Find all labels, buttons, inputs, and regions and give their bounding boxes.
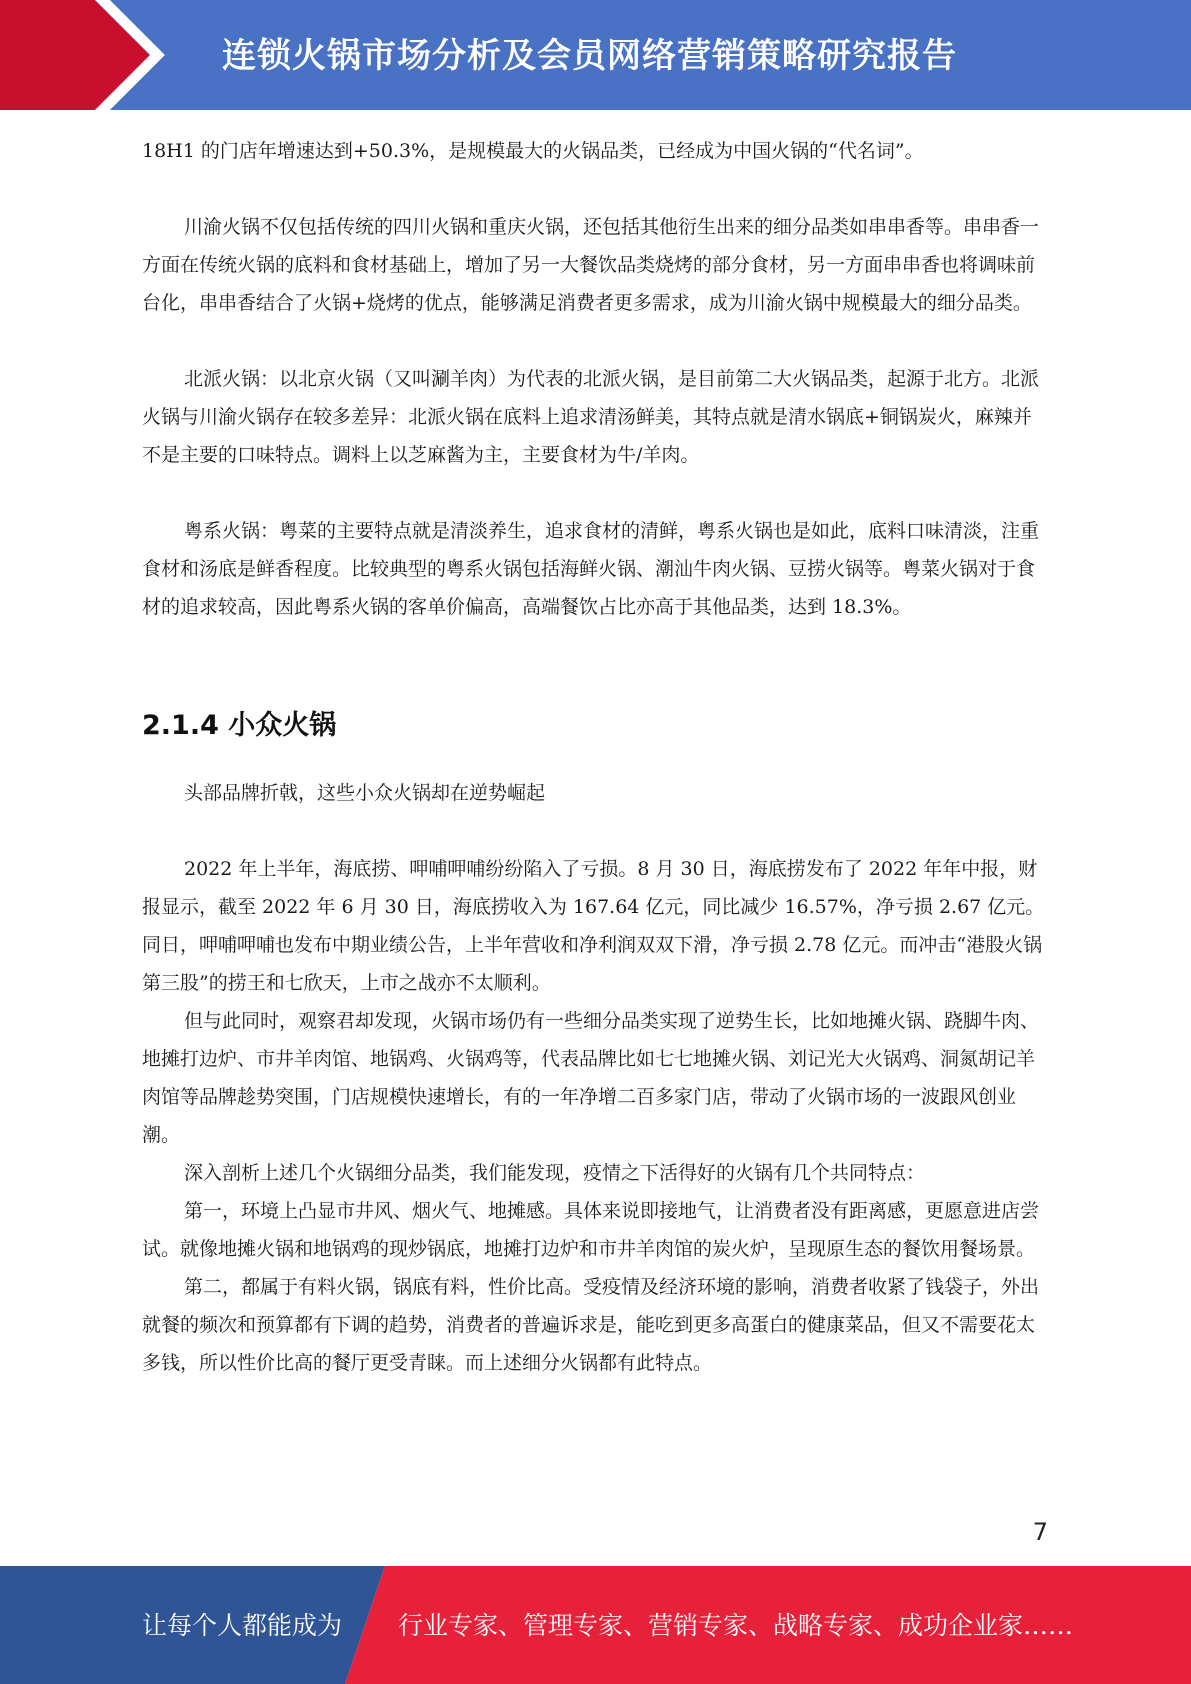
footer-slogan-left: 让每个人都能成为 bbox=[142, 1611, 343, 1640]
section-heading: 2.1.4 小众火锅 bbox=[142, 710, 337, 741]
paragraph: 第一，环境上凸显市井风、烟火气、地摊感。具体来说即接地气，让消费者没有距离感，更愿意进店尝试。就像地摊火锅和地锅鸡的现炒锅底，地摊打边炉和市井羊肉馆的炭火炉，呈现原生态的餐饮用餐场景。 bbox=[142, 1200, 1040, 1260]
paragraph: 第二，都属于有料火锅，锅底有料，性价比高。受疫情及经济环境的影响，消费者收紧了钱袋子，外出就餐的频次和预算都有下调的趋势，消费者的普遍诉求是，能吃到更多高蛋白的健康菜品，但又不需要花太多钱，所以性价比高的餐厅更受青睐。而上述细分火锅都有此特点。 bbox=[142, 1276, 1040, 1374]
page-number: 7 bbox=[1032, 1518, 1048, 1546]
paragraph: 北派火锅：以北京火锅（又叫涮羊肉）为代表的北派火锅，是目前第二大火锅品类，起源于北方。北派火锅与川渝火锅存在较多差异：北派火锅在底料上追求清汤鲜美，其特点就是清水锅底+铜锅炭火，麻辣并不是主要的口味特点。调料上以芝麻酱为主，主要食材为牛/羊肉。 bbox=[142, 368, 1040, 466]
paragraph: 但与此同时，观察君却发现，火锅市场仍有一些细分品类实现了逆势生长，比如地摊火锅、跷脚牛肉、地摊打边炉、市井羊肉馆、地锅鸡、火锅鸡等，代表品牌比如七七地摊火锅、刘记光大火锅鸡、洞氮胡记羊肉馆等品牌趁势突围，门店规模快速增长，有的一年净增二百多家门店，带动了火锅市场的一波跟风创业潮。 bbox=[142, 1010, 1040, 1146]
paragraph: 川渝火锅不仅包括传统的四川火锅和重庆火锅，还包括其他衍生出来的细分品类如串串香等。串串香一方面在传统火锅的底料和食材基础上，增加了另一大餐饮品类烧烤的部分食材，另一方面串串香也将调味前台化，串串香结合了火锅+烧烤的优点，能够满足消费者更多需求，成为川渝火锅中规模最大的细分品类。 bbox=[142, 216, 1040, 314]
paragraph: 粤系火锅：粤菜的主要特点就是清淡养生，追求食材的清鲜，粤系火锅也是如此，底料口味清淡，注重食材和汤底是鲜香程度。比较典型的粤系火锅包括海鲜火锅、潮汕牛肉火锅、豆捞火锅等。粤菜火锅对于食材的追求较高，因此粤系火锅的客单价偏高，高端餐饮占比亦高于其他品类，达到 18.3%。 bbox=[142, 520, 1040, 618]
paragraph: 18H1 的门店年增速达到+50.3%，是规模最大的火锅品类，已经成为中国火锅的“代名词”。 bbox=[142, 140, 924, 162]
footer-banner bbox=[0, 1566, 1191, 1684]
paragraph: 2022 年上半年，海底捞、呷哺呷哺纷纷陷入了亏损。8 月 30 日，海底捞发布了 2022 年年中报，财报显示，截至 2022 年 6 月 30 日，海底捞收入为 167.64 亿元，同比减少 16.57%，净亏损 2.67 亿元。同日，呷哺呷哺也发布中期业绩公告，上半年营收和净利润双双下滑，净亏损 2.78 亿元。而冲击“港股火锅第三股”的捞王和七欣天，上市之战亦不太顺利。 bbox=[142, 858, 1045, 994]
section-subtitle: 头部品牌折戟，这些小众火锅却在逆势崛起 bbox=[184, 782, 546, 804]
paragraph: 深入剖析上述几个火锅细分品类，我们能发现，疫情之下活得好的火锅有几个共同特点： bbox=[184, 1162, 926, 1184]
header-banner bbox=[0, 0, 1191, 110]
document-body bbox=[142, 132, 1047, 1382]
footer-slogan-right: 行业专家、管理专家、营销专家、战略专家、成功企业家…… bbox=[398, 1611, 1074, 1640]
report-title: 连锁火锅市场分析及会员网络营销策略研究报告 bbox=[222, 36, 957, 76]
